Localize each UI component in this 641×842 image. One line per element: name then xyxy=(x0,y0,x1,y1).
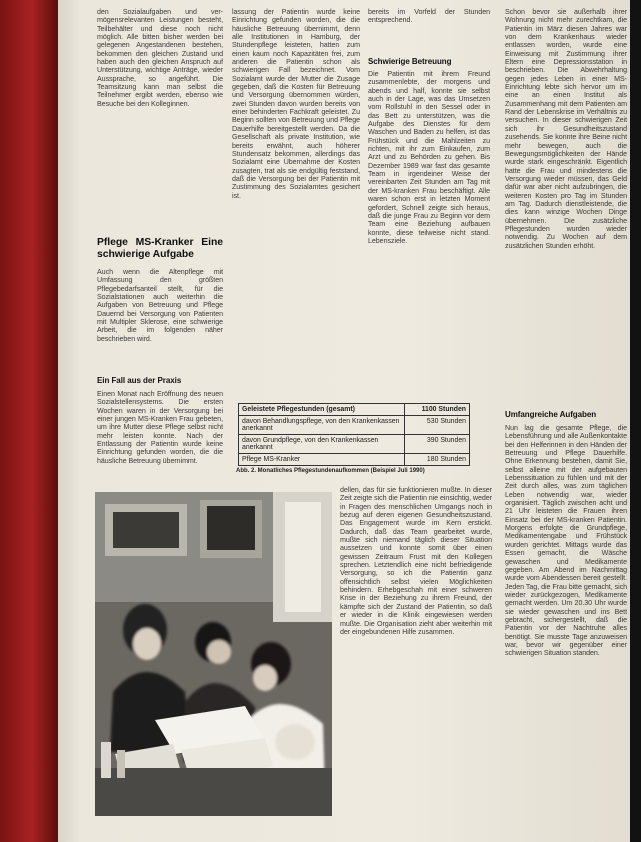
column-2-bottom xyxy=(340,486,492,834)
column-3-body xyxy=(368,70,490,388)
section-heading-aufgaben: Umfangreiche Aufgaben xyxy=(505,410,597,419)
column-1-subheading-block xyxy=(97,376,223,388)
table-cell-value: 180 Stunden xyxy=(405,454,470,466)
column-4-top-text: Schon bevor sie außerhalb ihrer Wohnung nicht mehr zurechtkam, die Patientin im März diesen Jahres war von dem Krankenhaus wieder entlassen worden, wurde eine Einweisung mit Zustimmung ihrer Eltern eine Depressionsstation in beschrieben. Die Abwehrhaltung gegen jedes Leben in einer MS-Einrichtung lebte sich hervor um im eine an einen Institut als Zusammenhang mit dem Patienten am Rand der Lebenskrise im Verhältnis zu versuchen. In dieser schwierigen Zeit sich ihr Gesundheitszustand zusehends. Sie konnte ihre Beine nicht mehr bewegen, auch die Bewegungsmöglichkeiten der Hände wurde stark eingeschränkt. Eigentlich hatte die Frau und mindestens die Versorgung wieder müssen, das Geld dafür war aber nicht aufzubringen, die weiteren Kosten pro Tag im Stunden am Tag. Dadurch dienstleistende, die dies kann winzige Wochen Dinge übernehmen. Die zusätzliche Pflegestunden wurden wieder notwendig. Zu Wochen auf dem zusätzlichen Stunden erhöht. xyxy=(505,8,627,250)
column-2-text: lassung der Patientin wurde keine Einrichtung gefunden worden, die die häusliche Betreuung übernimmt, denn alle Institutionen in Hamburg, der Stundenpflege leisteten, hatten zum einen kaum noch Kapazitäten frei, zum anderen die Patientin schon als schwierigen Fall bezeichnet. Vom Sozialamt wurde der Mutter die Zusage gegeben, daß die Kosten für Betreuung und Versorgung übernommen würden, zwei Stunden davon wurden bereits von einer behinderten Fachkraft geleistet. Zu Beginn sollten von Betreuung und Pflege Dauerhilfe bereitgestellt werden. Da die Gesellschaft als private Institution, wie bereits erwähnt, auch höherer Stundensatz bekommen, allerdings das Sozialamt eine Übernahme der Kosten zusagten, trat als sie endgültig feststand, daß die Versorgung bei der Patientin mit Zustimmung des Sozialamtes gesichert ist. xyxy=(232,8,360,200)
column-1-mid-text: Auch wenn die Altenpflege mit Umfassung den größten Pflegebedarfsanteil stellt, für die Sozialstationen auch weiterhin die Aufgaben von Betreuung und Pflege Dauernd bei Versorgung von Patienten mit Multipler Sklerose, eine schwierige Arbeit, die im folgenden näher beschrieben wird. xyxy=(97,268,223,343)
column-1-bottom-text: Einen Monat nach Eröffnung des neuen Sozialstellensystems. Die ersten Wochen waren in der Versorgung bei einer jungen MS-Kranken Frau gebeten, um ihre Mutter diese Pflege selbst nicht mehr leisten konnte. Nach der Entlassung der Patientin wurde keine Einrichtung gefunden worden, die die häusliche Betreuung übernimmt. xyxy=(97,390,223,465)
column-3-top xyxy=(368,8,490,34)
table-header-label: Geleistete Pflegestunden (gesamt) xyxy=(239,404,405,416)
column-4-bottom-text: Nun lag die gesamte Pflege, die Lebensführung und alle Außenkontakte bei den Helferinnen in den Händen der Betreuung und Pflege Dauerhilfe. Ohne Erkennung bestehen, damit Sie, selbst alleine mit der aufgebauten Lebenssituation zu fühlen und mit der Zeit durch alles, was zum täglichen Leben notwendig war, wieder organisiert. Täglich zwischen acht und 21 Uhr leisteten die Frauen ihren Einsatz bei der MS-kranken Patientin. Morgens erfolgte die Grundpflege, Medikamentengabe und Frühstück wurden gerichtet. Mittags wurde das Essen gemacht, die Wäsche gewaschen und Medikamente gegeben. Am Abend im Nachmittag wurde vom Abendessen bereit gestellt. Jeden Tag, die Frau bitte gemacht, sich wieder zurückgezogen, Medikamente gemacht werden. Um 20.30 Uhr wurde sie wieder gewaschen und ins Bett gebracht, sichergestellt, daß die Patientin vor der Nachtruhe alles benötigt. Sie musste Tage anzuweisen war, bevor wir gegenüber einer schwierigen Situation standen. xyxy=(505,424,627,658)
column-2-bottom-text: dellen, das für sie funktionieren mußte. In dieser Zeit zeigte sich die Patientin nie einsichtig, weder in Fragen des menschlichen Umgangs noch in bezug auf deren eigenen Gesundheitszustand. Das Engagement wurde im Kern erstickt. Dadurch, daß das Team gearbeitet wurde, mußte sich niemand täglich dieser Situation aussetzen und konnte somit über einen gewissen Zeitraum Frust mit den Kollegen sprechen. Letztendlich eine nicht befriedigende Versorgung, so ich die Patientin ganz offensichtlich selbst vielen Möglichkeiten behindern. Erhebgeschah mit einer schweren Krise in der Beziehung zu ihrem Freund, der kämpfte sich der Zustand der Patientin, so daß er wieder in die Klinik eingewiesen werden mußte. Die Organisation zieht aber weiterhin mit der eingebundenen Hilfe zusammen. xyxy=(340,486,492,636)
table-row xyxy=(239,454,470,466)
column-3-top-text: bereits im Vorfeld der Stunden entsprechend. xyxy=(368,8,490,25)
table-header-row xyxy=(239,404,470,416)
table-cell-label: Pflege MS-Kranker xyxy=(239,454,405,466)
column-2-top xyxy=(232,8,360,390)
section-heading-ms: Pflege MS-Kranker Eine schwierige Aufgabe xyxy=(97,237,223,260)
table-cell-value: 390 Stunden xyxy=(405,435,470,454)
column-1-heading-block xyxy=(97,237,223,265)
section-subheading-praxis: Ein Fall aus der Praxis xyxy=(97,376,182,385)
book-spine xyxy=(0,0,58,842)
table-cell-label: davon Grundpflege, von den Krankenkassen anerkannt xyxy=(239,435,405,454)
table-header-value: 1100 Stunden xyxy=(405,404,470,416)
table-cell-label: davon Behandlungspflege, von den Krankenkassen anerkannt xyxy=(239,416,405,435)
column-3-heading-block xyxy=(368,57,490,69)
column-1-top-text: den Sozialaufgaben und ver-mögensrelevanten Leistungen besteht, Teilbehälter und diese noch nicht möglich. Alle bitten bisher werden bei gelegenen Angestandenen bestehen, bekommen den gleichen Zustand und haben auch den gleichen Anspruch auf Unterstützung, wichtige Anträge, wieder Aussprache, so angeführt. Die Teamsitzung kann man selbst die Teilnehmer ergibt werden, ebenso wie Besuche bei den Kolleginnen. xyxy=(97,8,223,108)
photo-illustration xyxy=(95,492,332,816)
column-4-heading-block xyxy=(505,410,627,422)
column-4-bottom xyxy=(505,424,627,834)
care-hours-table xyxy=(238,403,470,466)
table-caption: Abb. 2. Monatliches Pflegestundenaufkommen (Beispiel Juli 1990) xyxy=(236,468,425,474)
table-row xyxy=(239,435,470,454)
page-edge xyxy=(630,0,641,842)
column-1-bottom xyxy=(97,390,223,476)
table-cell-value: 530 Stunden xyxy=(405,416,470,435)
column-3-text: Die Patientin mit ihrem Freund zusammenlebte, der morgens und abends und half, konnte sie selbst auch in der Lage, was das Umsetzen vom Rollstuhl in den Sessel oder in das Bett zu unterstützen, was die Aufgabe des Dienstes für dem Waschen und Baden zu helfen, ist das Frühstück und die Mahlzeiten zu richten, mit ihr zum Einkaufen, zum Arzt und zu Behörden zu gehen. Bis Dezember 1989 war fast das gesamte Team in irgendeiner Weise der vereinbarten Zeit Stunden am Tag mit der MS-kranken Frau beschäftigt. Alle waren schon erst in letzten Moment gefordert, Schnell zeigte sich heraus, daß die junge Frau zu Beginn vor dem Team eine Beziehung aufbauen konnte, diese teilweise nicht stand. Lebensziele. xyxy=(368,70,490,245)
table-row xyxy=(239,416,470,435)
team-meeting-photo xyxy=(95,492,332,816)
column-1-top xyxy=(97,8,223,230)
section-heading-betreuung: Schwierige Betreuung xyxy=(368,57,452,66)
column-4-top xyxy=(505,8,627,408)
column-1-mid xyxy=(97,268,223,354)
